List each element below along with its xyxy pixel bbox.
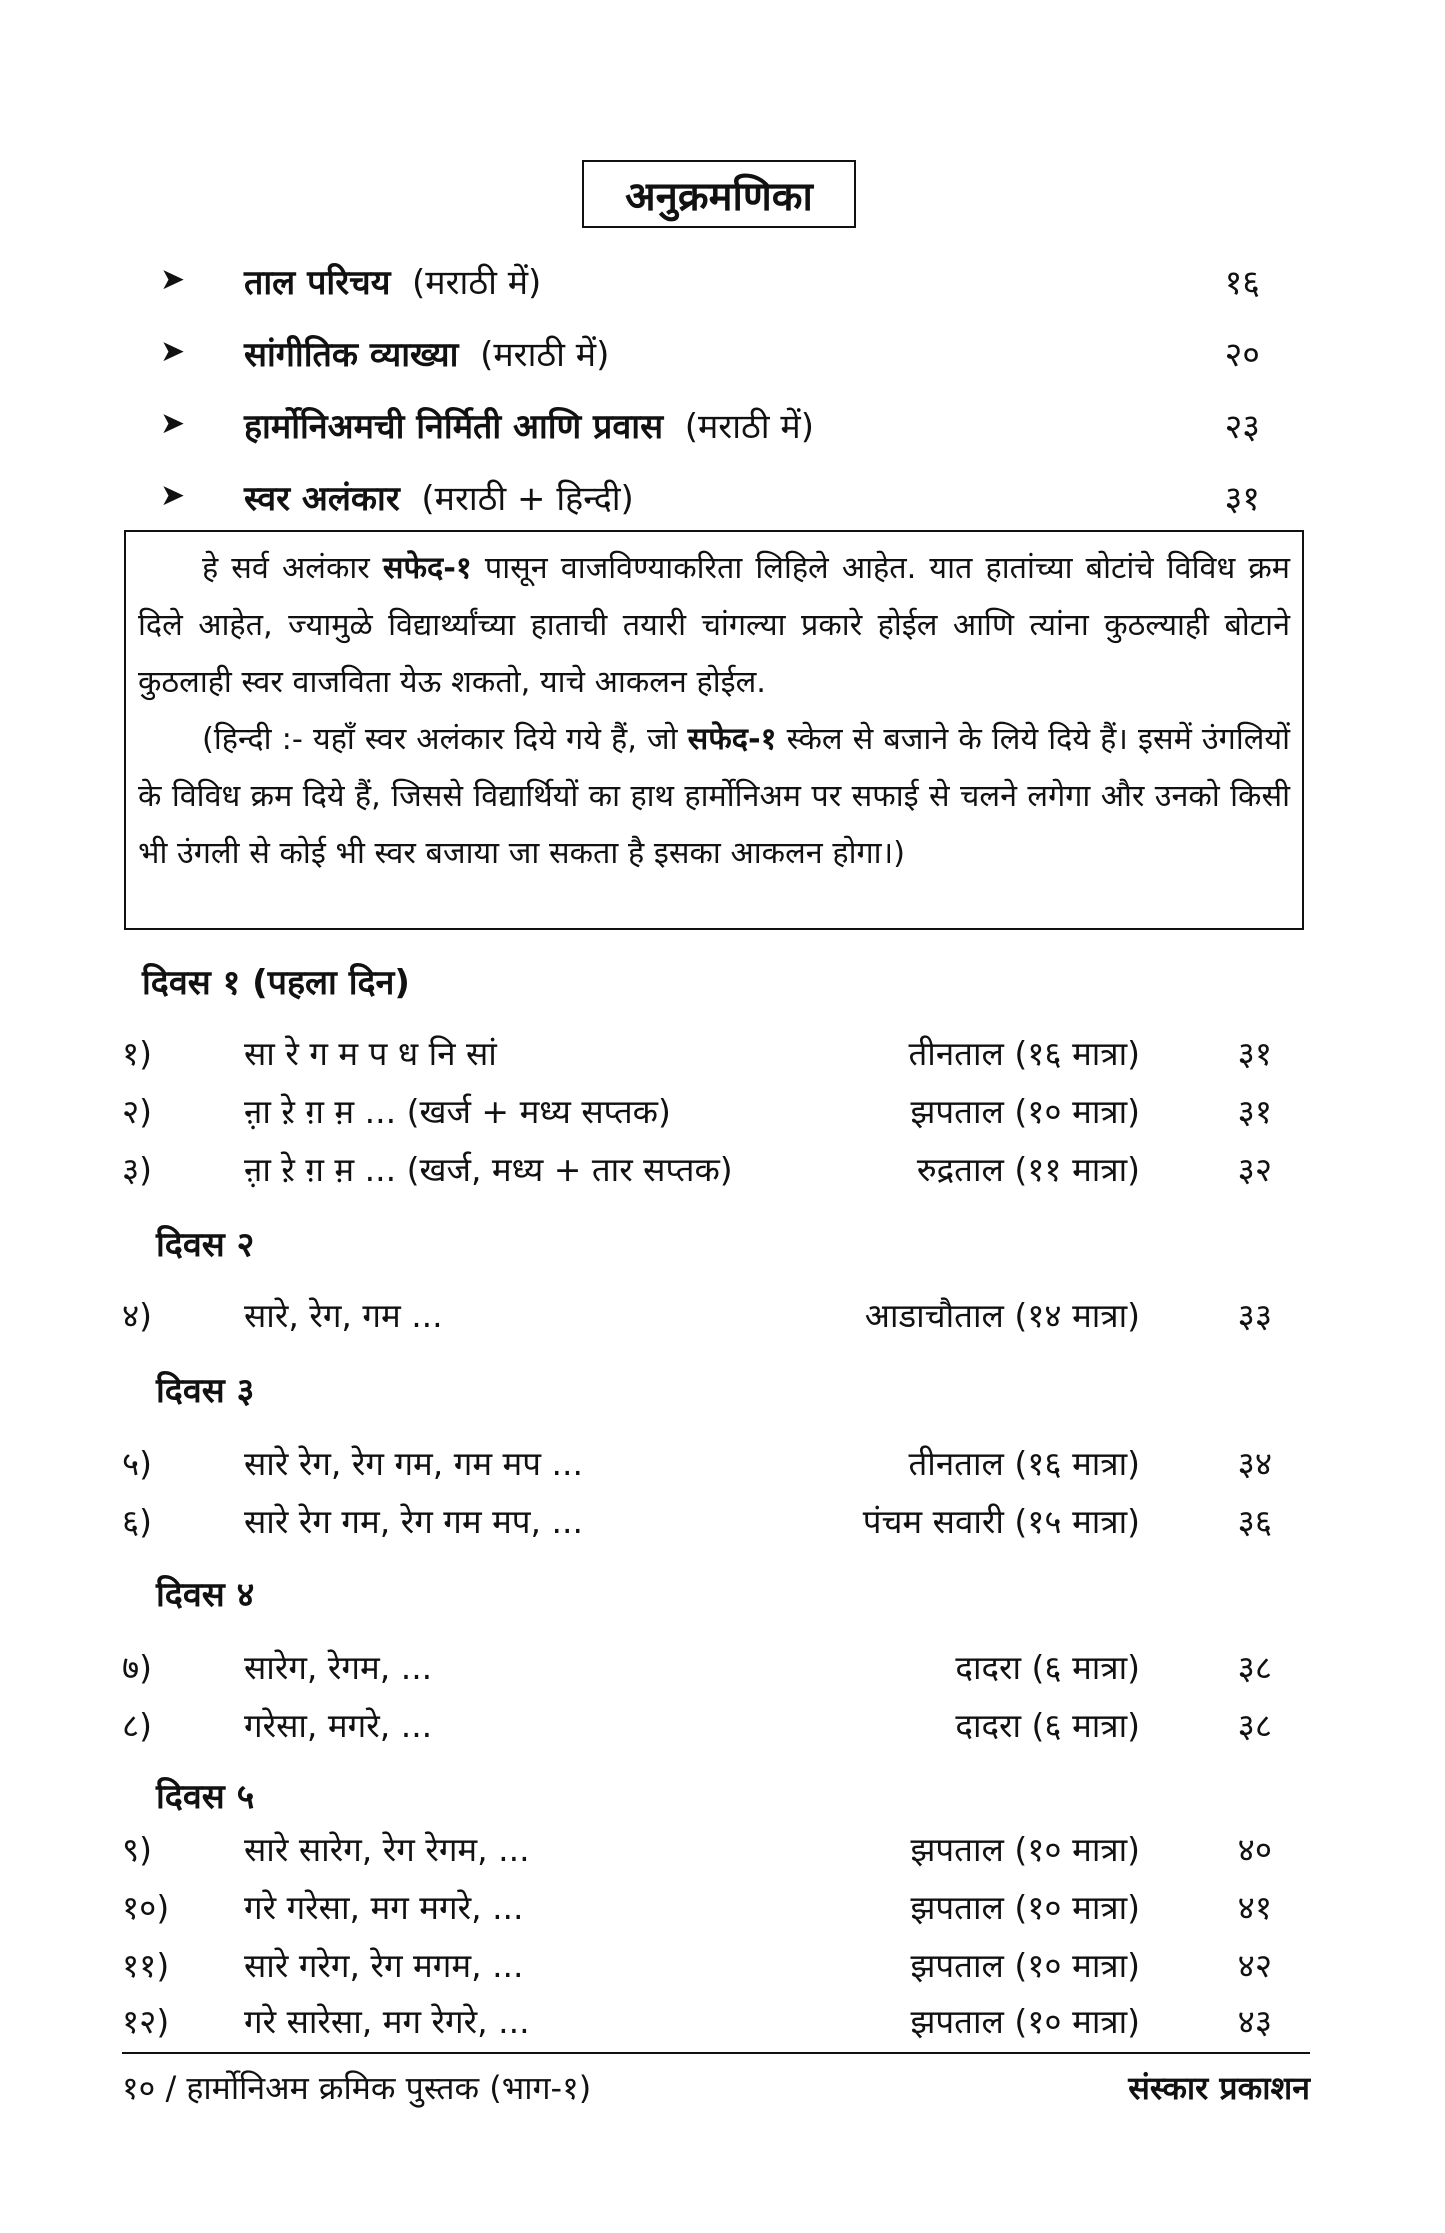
exercise-number: ५) xyxy=(122,1444,153,1483)
exercise-tal: तीनताल (१६ मात्रा) xyxy=(908,1034,1140,1073)
exercise-number: २) xyxy=(122,1092,153,1131)
arrow-bullet-icon: ➤ xyxy=(160,406,186,441)
note-box xyxy=(124,530,1304,930)
exercise-page: ३३ xyxy=(1237,1296,1272,1335)
exercise-number: १२) xyxy=(122,2002,170,2041)
toc-note: (मराठी में) xyxy=(480,335,610,375)
exercise-page: ३८ xyxy=(1237,1648,1272,1687)
exercise-notes: सारे रेग गम, रेग गम मप, ... xyxy=(244,1502,583,1541)
exercise-number: १०) xyxy=(122,1888,170,1927)
exercise-page: ४२ xyxy=(1237,1946,1272,1985)
arrow-bullet-icon: ➤ xyxy=(160,334,186,369)
exercise-notes: सारे, रेग, गम ... xyxy=(244,1296,443,1335)
exercise-row xyxy=(122,1292,1272,1350)
exercise-tal: आडाचौताल (१४ मात्रा) xyxy=(864,1296,1140,1335)
exercise-number: ७) xyxy=(122,1648,153,1687)
exercise-tal: रुद्रताल (११ मात्रा) xyxy=(916,1150,1140,1189)
exercise-row xyxy=(122,1942,1272,2000)
footer-publisher: संस्कार प्रकाशन xyxy=(1128,2069,1310,2107)
exercise-row xyxy=(122,1498,1272,1556)
exercise-page: ४१ xyxy=(1237,1888,1272,1927)
exercise-page: ४३ xyxy=(1237,2002,1272,2041)
exercise-notes: गरे सारेसा, मग रेगरे, ... xyxy=(244,2002,530,2041)
arrow-bullet-icon: ➤ xyxy=(160,478,186,513)
exercise-number: ३) xyxy=(122,1150,153,1189)
exercise-tal: झपताल (१० मात्रा) xyxy=(910,1888,1140,1927)
exercise-tal: दादरा (६ मात्रा) xyxy=(955,1706,1140,1745)
arrow-bullet-icon: ➤ xyxy=(160,262,186,297)
toc-heading: ताल परिचय xyxy=(244,263,391,303)
toc-item xyxy=(160,474,1260,534)
exercise-tal: झपताल (१० मात्रा) xyxy=(910,1830,1140,1869)
footer-divider xyxy=(122,2052,1310,2054)
exercise-row xyxy=(122,1998,1272,2056)
exercise-notes: ऩ़ा ऱ़े ग़ म़ ... (खर्ज + मध्य सप्तक) xyxy=(244,1092,671,1131)
exercise-page: ३८ xyxy=(1237,1706,1272,1745)
toc-heading: सांगीतिक व्याख्या xyxy=(244,335,459,375)
exercise-tal: पंचम सवारी (१५ मात्रा) xyxy=(862,1502,1140,1541)
exercise-row xyxy=(122,1644,1272,1702)
toc-page: १६ xyxy=(1224,263,1260,303)
toc-note: (मराठी + हिन्दी) xyxy=(421,479,634,519)
exercise-page: ४० xyxy=(1237,1830,1272,1869)
exercise-notes: ऩ़ा ऱ़े ग़ म़ ... (खर्ज, मध्य + तार सप्तक) xyxy=(244,1150,733,1189)
toc-item xyxy=(160,258,1260,318)
exercise-row xyxy=(122,1440,1272,1498)
toc-item xyxy=(160,330,1260,390)
toc-page: ३१ xyxy=(1224,479,1260,519)
toc-note: (मराठी में) xyxy=(412,263,542,303)
toc-page: २३ xyxy=(1224,407,1260,447)
exercise-notes: सारे सारेग, रेग रेगम, ... xyxy=(244,1830,530,1869)
exercise-notes: सारेग, रेगम, ... xyxy=(244,1648,433,1687)
exercise-notes: गरे गरेसा, मग मगरे, ... xyxy=(244,1888,524,1927)
exercise-notes: सा रे ग म प ध नि सां xyxy=(244,1034,497,1073)
exercise-notes: सारे गरेग, रेग मगम, ... xyxy=(244,1946,524,1985)
footer-book-title: १० / हार्मोनिअम क्रमिक पुस्तक (भाग-१) xyxy=(122,2069,592,2107)
exercise-page: ३१ xyxy=(1237,1034,1272,1073)
exercise-row xyxy=(122,1088,1272,1146)
day-heading: दिवस २ xyxy=(156,1225,255,1265)
exercise-row xyxy=(122,1146,1272,1204)
toc-note: (मराठी में) xyxy=(684,407,814,447)
exercise-tal: तीनताल (१६ मात्रा) xyxy=(908,1444,1140,1483)
exercise-number: ८) xyxy=(122,1706,153,1745)
day-heading: दिवस १ (पहला दिन) xyxy=(142,963,410,1003)
exercise-page: ३२ xyxy=(1237,1150,1272,1189)
day-heading: दिवस ४ xyxy=(156,1575,255,1615)
exercise-number: ६) xyxy=(122,1502,153,1541)
exercise-row xyxy=(122,1030,1272,1088)
exercise-notes: सारे रेग, रेग गम, गम मप ... xyxy=(244,1444,583,1483)
exercise-row xyxy=(122,1702,1272,1760)
exercise-number: ११) xyxy=(122,1946,170,1985)
note-hindi: (हिन्दी :- यहाँ स्वर अलंकार दिये गये हैं, जो सफेद-१ स्केल से बजाने के लिये दिये हैं। इसमें उंगलियों के विविध क्रम दिये हैं, जिससे विद्यार्थियों का हाथ हार्मोनिअम पर सफाई से चलने लगेगा और उनको किसी भी उंगली से कोई भी स्वर बजाया जा सकता है इसका आकलन होगा।) xyxy=(138,722,1290,871)
day-heading: दिवस ३ xyxy=(156,1371,255,1411)
exercise-tal: झपताल (१० मात्रा) xyxy=(910,2002,1140,2041)
toc-heading: हार्मोनिअमची निर्मिती आणि प्रवास xyxy=(244,407,664,447)
exercise-notes: गरेसा, मगरे, ... xyxy=(244,1706,433,1745)
page-title: अनुक्रमणिका xyxy=(582,160,856,228)
exercise-tal: झपताल (१० मात्रा) xyxy=(910,1092,1140,1131)
exercise-number: १) xyxy=(122,1034,153,1073)
exercise-row xyxy=(122,1826,1272,1884)
toc-item xyxy=(160,402,1260,462)
toc-heading: स्वर अलंकार xyxy=(244,479,400,519)
exercise-page: ३६ xyxy=(1237,1502,1272,1541)
exercise-page: ३४ xyxy=(1237,1444,1272,1483)
day-heading: दिवस ५ xyxy=(156,1777,255,1817)
exercise-tal: झपताल (१० मात्रा) xyxy=(910,1946,1140,1985)
note-marathi: हे सर्व अलंकार सफेद-१ पासून वाजविण्याकरिता लिहिले आहेत. यात हातांच्या बोटांचे विविध क्रम दिले आहेत, ज्यामुळे विद्यार्थ्यांच्या हाताची तयारी चांगल्या प्रकारे होईल आणि त्यांना कुठल्याही बोटाने कुठलाही स्वर वाजविता येऊ शकतो, याचे आकलन होईल. xyxy=(138,551,1290,700)
exercise-row xyxy=(122,1884,1272,1942)
exercise-page: ३१ xyxy=(1237,1092,1272,1131)
toc-page: २० xyxy=(1224,335,1260,375)
exercise-tal: दादरा (६ मात्रा) xyxy=(955,1648,1140,1687)
exercise-number: ९) xyxy=(122,1830,153,1869)
exercise-number: ४) xyxy=(122,1296,153,1335)
